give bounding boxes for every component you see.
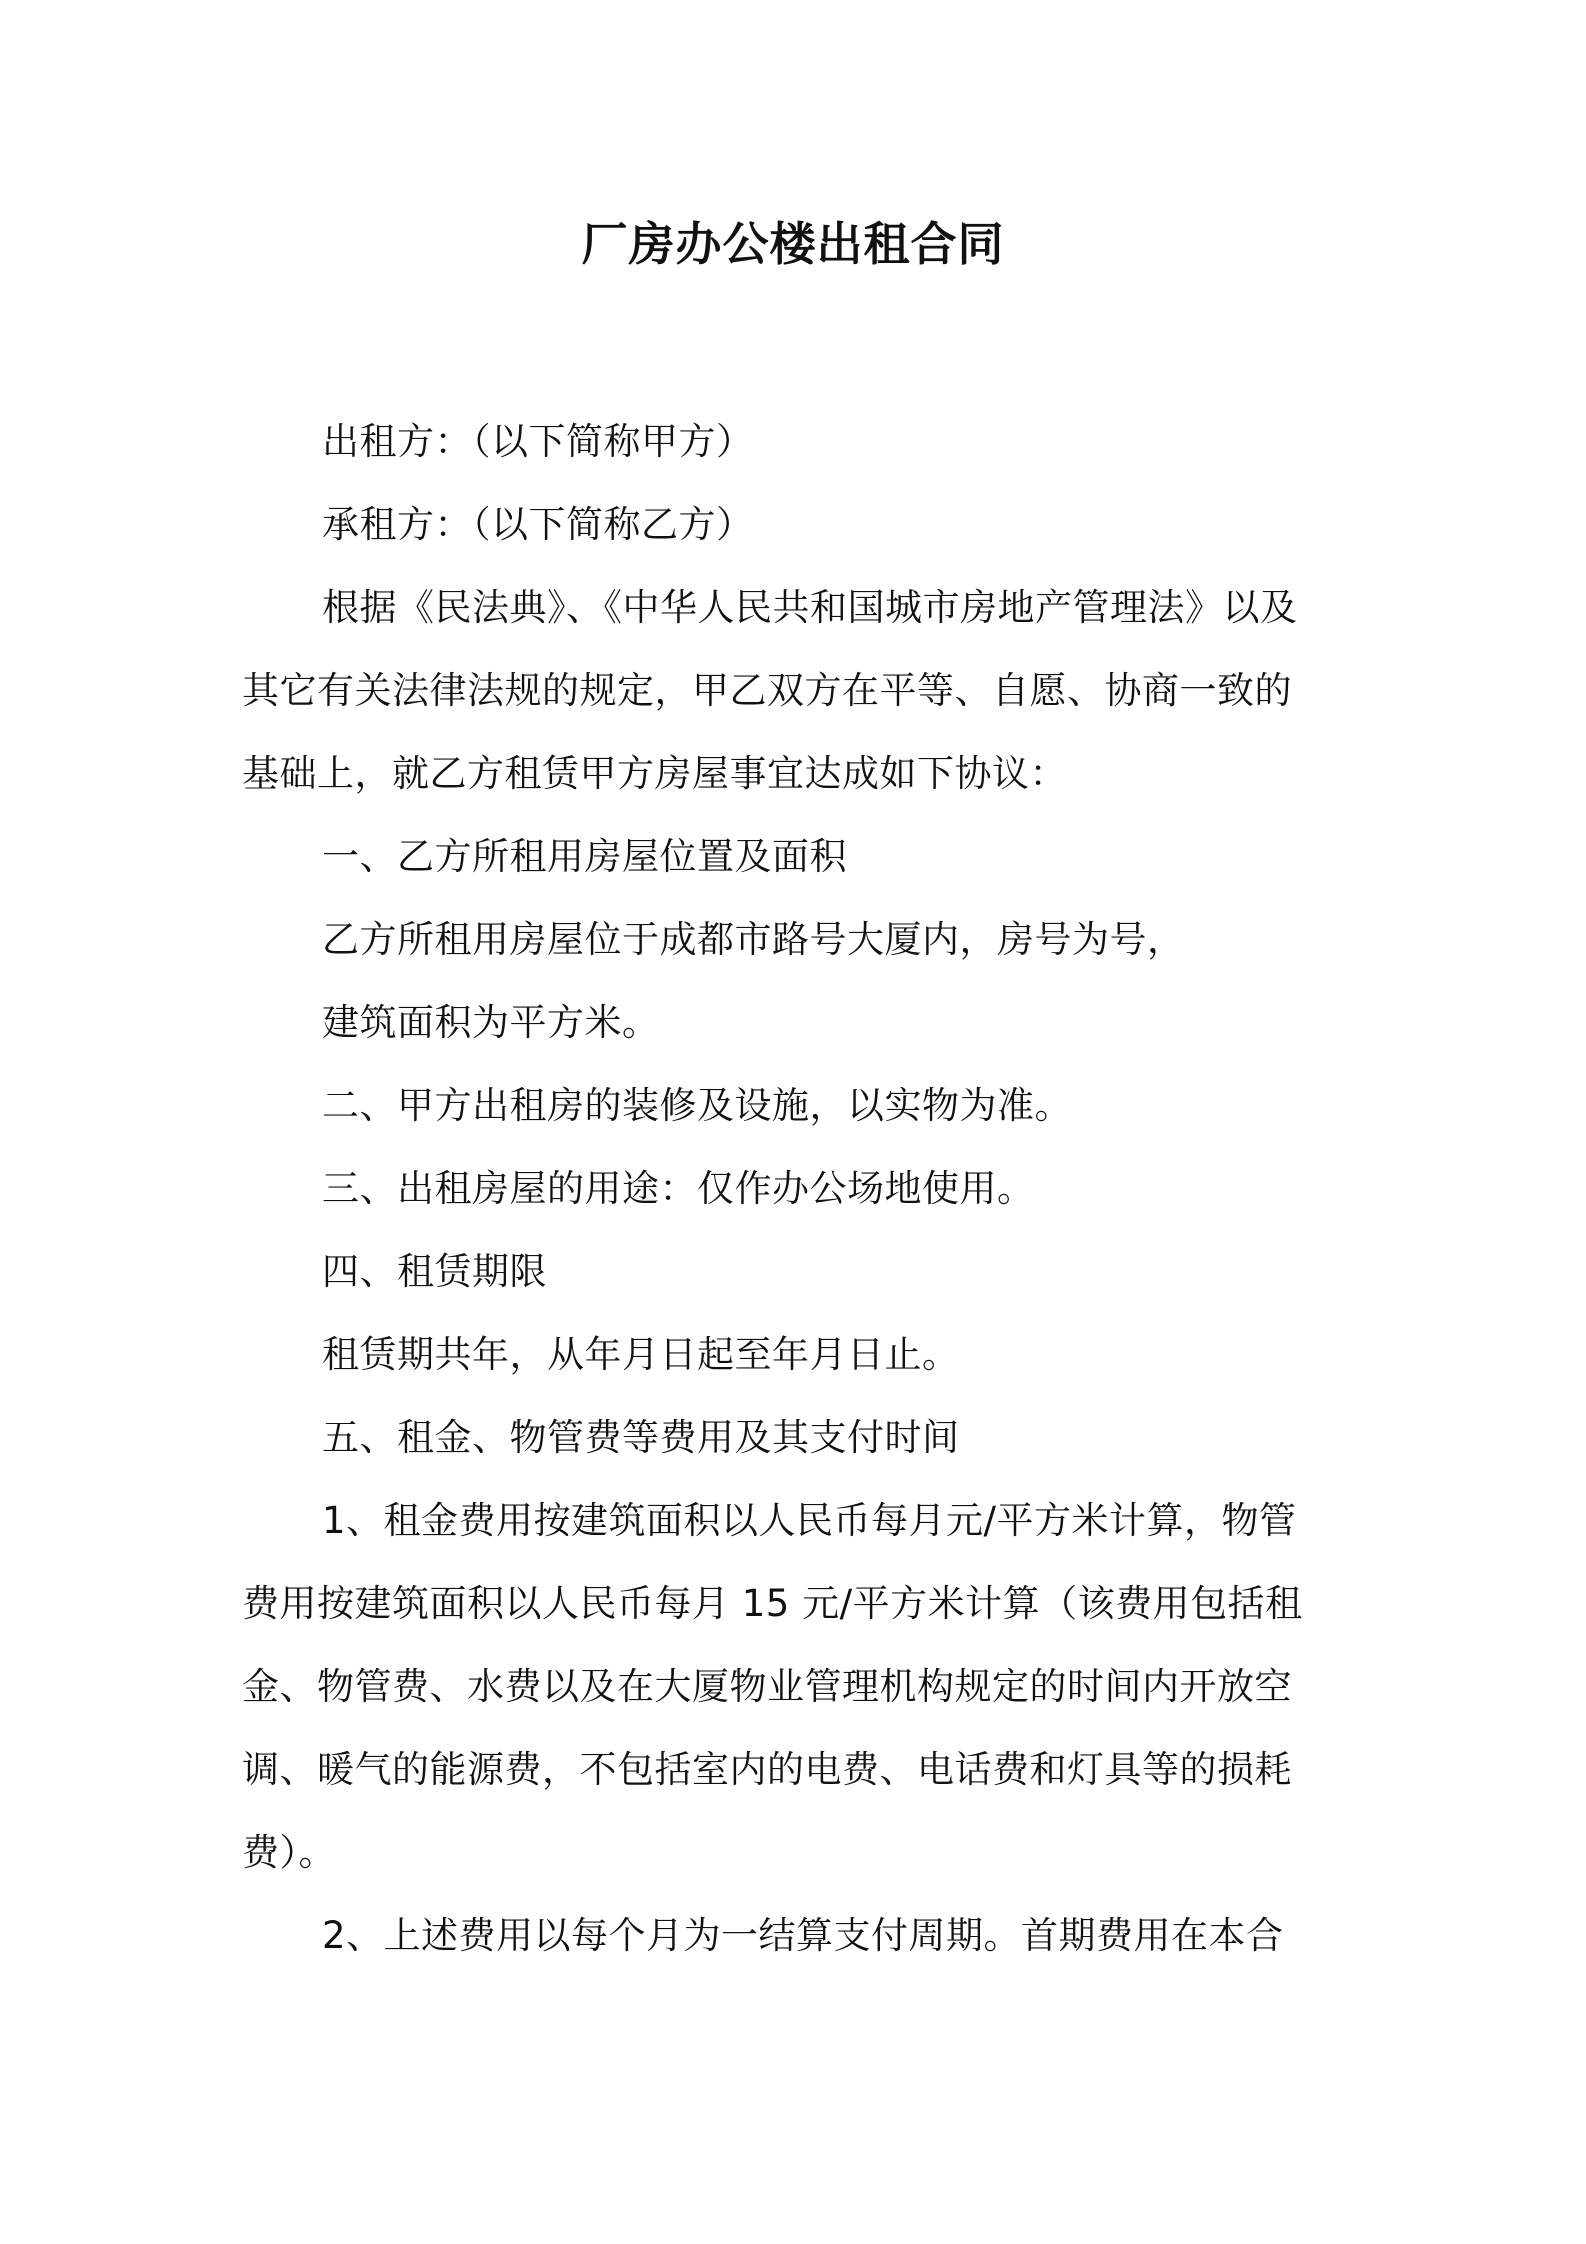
preamble-line-3: 基础上，就乙方租赁甲方房屋事宜达成如下协议： <box>242 752 1067 795</box>
section-4-line-1: 租赁期共年，从年月日起至年月日止。 <box>322 1333 960 1376</box>
section-1-line-1: 乙方所租用房屋位于成都市路号大厦内，房号为号， <box>322 918 1185 961</box>
document-body <box>242 400 1358 1977</box>
preamble-line-1: 根据《民法典》、《中华人民共和国城市房地产管理法》以及 <box>322 586 1298 629</box>
section-3-heading: 三、出租房屋的用途：仅作办公场地使用。 <box>322 1167 1035 1210</box>
clause-5-2-line-1: 2、上述费用以每个月为一结算支付周期。首期费用在本合 <box>322 1914 1284 1957</box>
lessee-line: 承租方：（以下简称乙方） <box>322 503 754 546</box>
lessor-line: 出租方：（以下简称甲方） <box>322 420 754 463</box>
section-4-heading: 四、租赁期限 <box>322 1250 547 1293</box>
clause-5-1-line-3: 金、物管费、水费以及在大厦物业管理机构规定的时间内开放空 <box>242 1665 1292 1708</box>
section-2-heading: 二、甲方出租房的装修及设施，以实物为准。 <box>322 1084 1072 1127</box>
clause-5-1-line-5: 费）。 <box>242 1831 336 1874</box>
section-1-heading: 一、乙方所租用房屋位置及面积 <box>322 835 847 878</box>
section-5-heading: 五、租金、物管费等费用及其支付时间 <box>322 1416 960 1459</box>
preamble-line-2: 其它有关法律法规的规定，甲乙双方在平等、自愿、协商一致的 <box>242 669 1292 712</box>
document-title: 厂房办公楼出租合同 <box>581 217 1005 271</box>
clause-5-1-line-1: 1、租金费用按建筑面积以人民币每月元/平方米计算，物管 <box>322 1499 1297 1542</box>
section-1-line-2: 建筑面积为平方米。 <box>322 1001 660 1044</box>
clause-5-1-line-4: 调、暖气的能源费，不包括室内的电费、电话费和灯具等的损耗 <box>242 1748 1292 1791</box>
clause-5-1-line-2: 费用按建筑面积以人民币每月 15 元/平方米计算（该费用包括租 <box>242 1582 1303 1625</box>
